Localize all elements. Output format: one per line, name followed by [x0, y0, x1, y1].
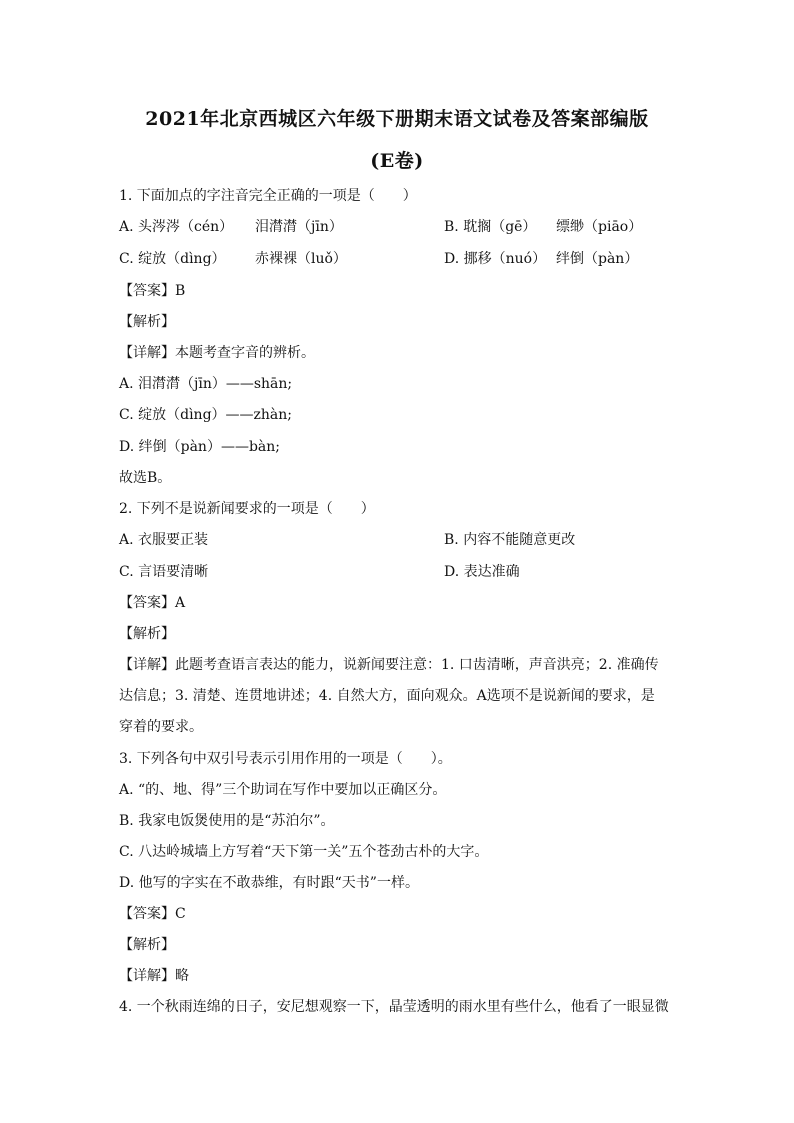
q1-option-c-word2: 赤裸裸（luǒ）: [255, 251, 347, 267]
q2-option-c: C. 言语要清晰: [119, 564, 209, 580]
q1-analysis-label: 【解析】: [119, 314, 175, 330]
q2-option-a: A. 衣服要正装: [119, 532, 209, 548]
q1-option-a-word2: 泪潸潸（jīn）: [255, 219, 343, 235]
question-1-stem: 1. 下面加点的字注音完全正确的一项是（ ）: [119, 188, 417, 204]
q2-option-d: D. 表达准确: [444, 564, 520, 580]
q1-explanation-d: D. 绊倒（pàn）——bàn;: [119, 439, 280, 455]
document-subtitle: (E卷): [370, 150, 424, 172]
q1-option-c: C. 绽放（dìng）: [119, 251, 226, 267]
q1-option-b: B. 耽搁（gē）: [444, 219, 537, 235]
q1-option-b-word2: 缥缈（piāo）: [556, 219, 643, 235]
question-4-stem: 4. 一个秋雨连绵的日子，安尼想观察一下，晶莹透明的雨水里有些什么，他看了一眼显微: [119, 999, 669, 1015]
q2-detail-line2: 达信息；3. 清楚、连贯地讲述；4. 自然大方，面向观众。A选项不是说新闻的要求，是: [119, 688, 655, 704]
q3-option-b: B. 我家电饭煲使用的是“苏泊尔”。: [119, 813, 335, 829]
q2-detail-line3: 穿着的要求。: [119, 719, 203, 735]
q2-analysis-label: 【解析】: [119, 626, 175, 642]
question-3-stem: 3. 下列各句中双引号表示引用作用的一项是（ ）。: [119, 751, 452, 767]
q1-option-d: D. 挪移（nuó）: [444, 251, 547, 267]
question-2-stem: 2. 下列不是说新闻要求的一项是（ ）: [119, 501, 375, 517]
q1-explanation-a: A. 泪潸潸（jīn）——shān;: [119, 376, 293, 392]
q1-conclusion: 故选B。: [119, 470, 172, 486]
q2-detail-line1: 【详解】此题考查语言表达的能力，说新闻要注意：1. 口齿清晰，声音洪亮；2. 准确传: [119, 657, 659, 673]
q3-option-c: C. 八达岭城墙上方写着“天下第一关”五个苍劲古朴的大字。: [119, 844, 489, 860]
q1-explanation-c: C. 绽放（dìng）——zhàn;: [119, 407, 293, 423]
q1-option-d-word2: 绊倒（pàn）: [556, 251, 639, 267]
q2-option-b: B. 内容不能随意更改: [444, 532, 576, 548]
q3-option-d: D. 他写的字实在不敢恭维，有时跟“天书”一样。: [119, 875, 419, 891]
q1-answer: 【答案】B: [119, 283, 186, 299]
q2-answer: 【答案】A: [119, 595, 186, 611]
q3-answer: 【答案】C: [119, 906, 186, 922]
document-title: 2021年北京西城区六年级下册期末语文试卷及答案部编版: [145, 108, 649, 130]
q3-analysis-label: 【解析】: [119, 937, 175, 953]
q1-option-a: A. 头涔涔（cén）: [119, 219, 234, 235]
q3-detail: 【详解】略: [119, 968, 189, 984]
q3-option-a: A. “的、地、得”三个助词在写作中要加以正确区分。: [119, 782, 447, 798]
q1-detail: 【详解】本题考查字音的辨析。: [119, 345, 315, 361]
